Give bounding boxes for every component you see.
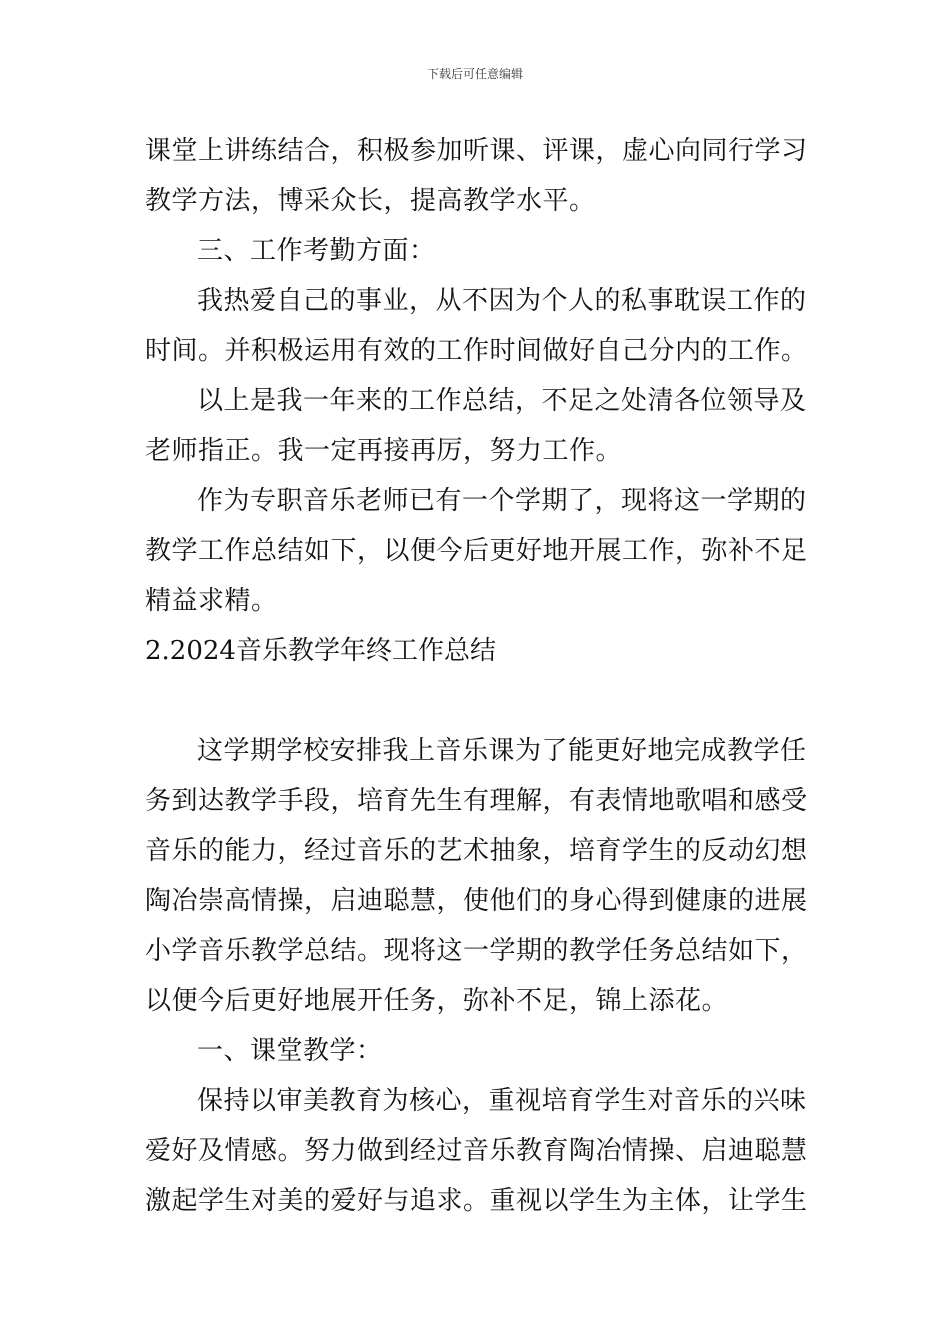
paragraph-line: 作为专职音乐老师已有一个学期了，现将这一学期的 — [197, 486, 807, 516]
page-header: 下载后可任意编辑 — [426, 67, 523, 81]
paragraph-line: 小学音乐教学总结。现将这一学期的教学任务总结如下， — [145, 936, 808, 966]
paragraph-line: 激起学生对美的爱好与追求。重视以学生为主体，让学生 — [145, 1186, 808, 1216]
paragraph-line: 以便今后更好地展开任务，弥补不足，锦上添花。 — [145, 986, 729, 1016]
paragraph-line: 精益求精。 — [145, 586, 278, 616]
paragraph-line: 爱好及情感。努力做到经过音乐教育陶冶情操、启迪聪慧 — [145, 1136, 808, 1166]
paragraph-line: 陶冶崇高情操，启迪聪慧，使他们的身心得到健康的进展 — [145, 886, 808, 916]
paragraph-line: 老师指正。我一定再接再厉，努力工作。 — [145, 436, 623, 466]
paragraph-line: 音乐的能力，经过音乐的艺术抽象，培育学生的反动幻想 — [145, 836, 808, 866]
paragraph-line: 这学期学校安排我上音乐课为了能更好地完成教学任 — [197, 736, 807, 766]
paragraph-line: 时间。并积极运用有效的工作时间做好自己分内的工作。 — [145, 336, 808, 366]
paragraph-line: 教学方法，博采众长，提高教学水平。 — [145, 186, 596, 216]
paragraph-line: 务到达教学手段，培育先生有理解，有表情地歌唱和感受 — [145, 786, 808, 816]
paragraph-line: 保持以审美教育为核心，重视培育学生对音乐的兴味 — [197, 1086, 807, 1116]
section-heading: 一、课堂教学： — [197, 1036, 383, 1066]
article-title: 2.2024音乐教学年终工作总结 — [145, 636, 496, 666]
paragraph-line: 我热爱自己的事业，从不因为个人的私事耽误工作的 — [197, 286, 807, 316]
section-heading: 三、工作考勤方面： — [197, 236, 436, 266]
paragraph-line: 教学工作总结如下，以便今后更好地开展工作，弥补不足 — [145, 536, 808, 566]
paragraph-line: 课堂上讲练结合，积极参加听课、评课，虚心向同行学习 — [145, 136, 808, 166]
paragraph-line: 以上是我一年来的工作总结，不足之处清各位领导及 — [197, 386, 807, 416]
